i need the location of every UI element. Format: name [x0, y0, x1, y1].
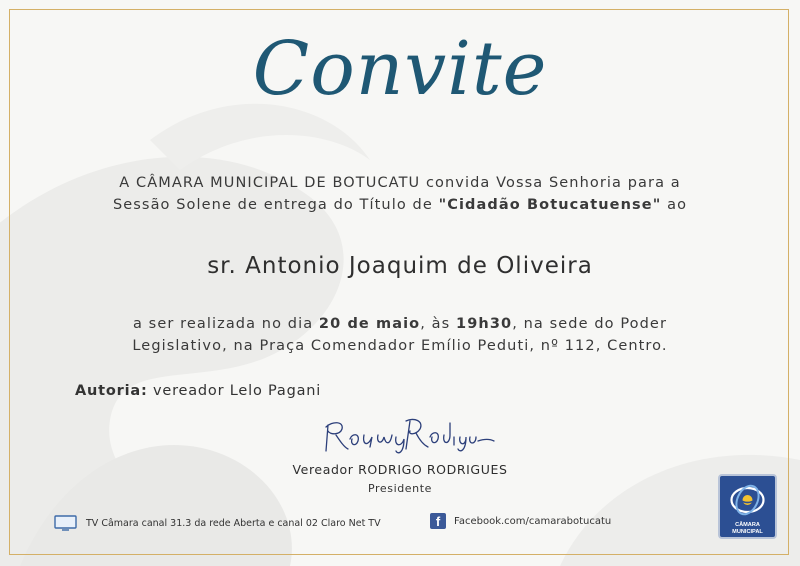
intro-paragraph [40, 172, 760, 216]
authorship-label: Autoria: [75, 383, 148, 399]
event-details-paragraph [40, 313, 760, 357]
facebook-icon: f [430, 513, 446, 529]
intro-line-1: A CÂMARA MUNICIPAL DE BOTUCATU convida Vossa Senhoria para a [119, 175, 681, 191]
intro-line-2 [40, 194, 760, 216]
tv-channel-text: TV Câmara canal 31.3 da rede Aberta e canal 02 Claro Net TV [86, 517, 381, 529]
facebook-link[interactable]: Facebook.com/camarabotucatu [454, 515, 612, 527]
camara-municipal-logo [718, 474, 777, 539]
event-prefix: a ser realizada no dia [132, 316, 314, 332]
signer-role: Presidente [367, 482, 433, 495]
logo-text [720, 522, 775, 539]
logo-text-line-1: CÂMARA MUNICIPAL [732, 522, 763, 535]
authorship [75, 383, 321, 399]
honoree-name: sr. Antonio Joaquim de Oliveira [207, 253, 593, 279]
logo-emblem-icon [728, 481, 767, 519]
honor-title: "Cidadão Botucatuense" [438, 197, 662, 213]
intro-line-2-prefix: Sessão Solene de entrega do Título de [112, 197, 433, 213]
authorship-value: vereador Lelo Pagani [152, 383, 322, 399]
event-date: 20 de maio [318, 316, 421, 332]
handwritten-signature [318, 413, 498, 459]
tv-icon [54, 515, 77, 531]
event-mid: , às [420, 316, 451, 332]
logo-text-line-2: BOTUCATU - SP [729, 536, 766, 539]
event-suffix: , na sede do Poder [512, 316, 668, 332]
invitation-title: Convite [252, 26, 548, 112]
signer-name: Vereador RODRIGO RODRIGUES [292, 462, 508, 477]
event-line-2: Legislativo, na Praça Comendador Emílio Peduti, nº 112, Centro. [132, 338, 668, 354]
footer-facebook [430, 513, 611, 529]
event-time: 19h30 [456, 316, 513, 332]
intro-line-2-suffix: ao [667, 197, 688, 213]
footer-tv [54, 515, 381, 531]
event-line-1 [40, 313, 760, 335]
